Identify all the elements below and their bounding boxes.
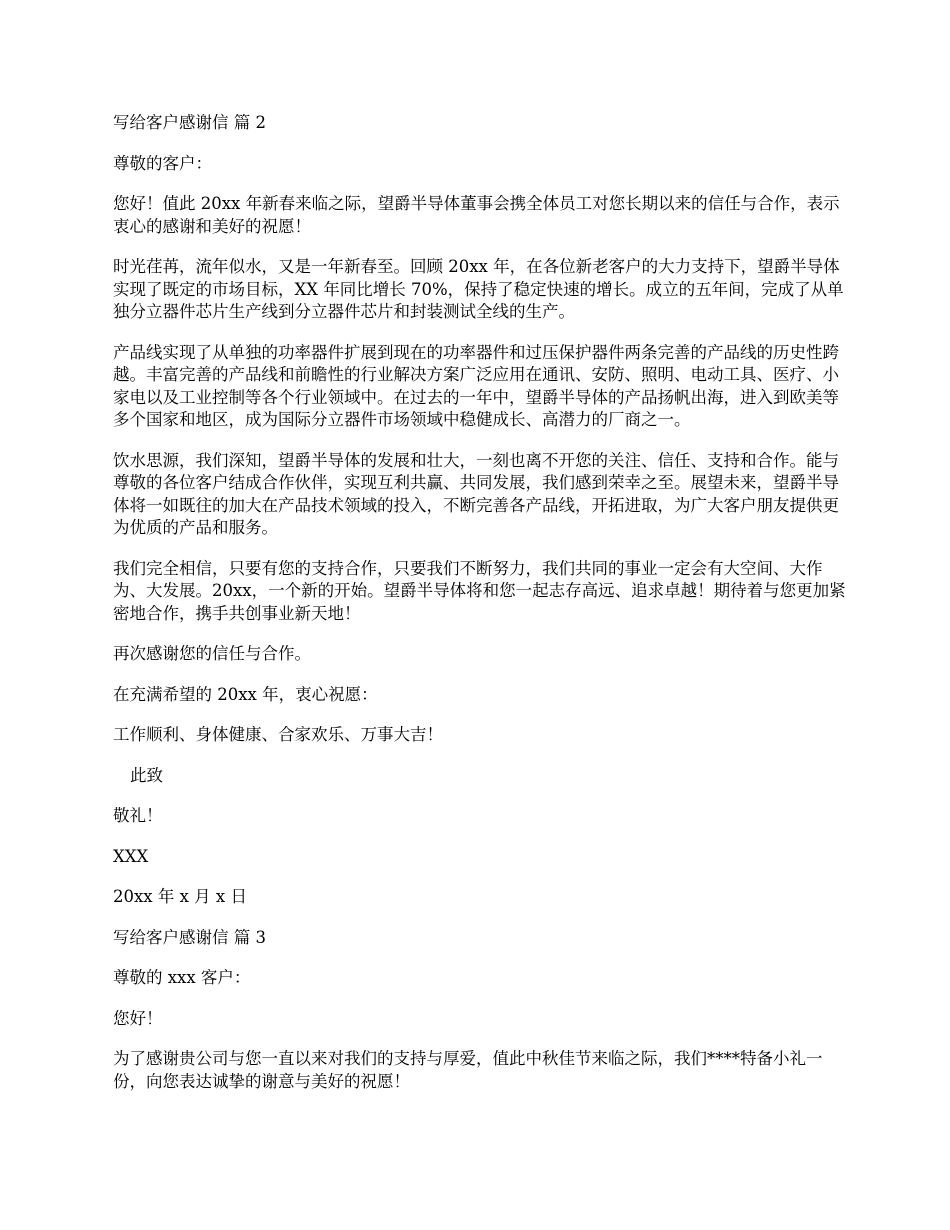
greeting-3: 您好！ xyxy=(113,1008,163,1028)
paragraph-review: 时光荏苒，流年似水，又是一年新春至。回顾 20xx 年，在各位新老客户的大力支持下，望爵半导体实现了既定的市场目标，XX 年同比增长 70%，保持了稳定快速的增长。成立的五年间，完成了从单独分立器件芯片生产线到分立器件芯片和封装测试全线的生产。 xyxy=(113,257,844,321)
paragraph-wishes: 工作顺利、身体健康、合家欢乐、万事大吉！ xyxy=(113,725,443,744)
salutation-3: 尊敬的 xxx 客户： xyxy=(113,968,251,987)
paragraph-greeting: 您好！值此 20xx 年新春来临之际，望爵半导体董事会携全体员工对您长期以来的信任与合作，表示衷心的感谢和美好的祝愿！ xyxy=(113,194,840,236)
paragraph-outlook: 我们完全相信，只要有您的支持合作，只要我们不断努力，我们共同的事业一定会有大空间、大作为、大发展。20xx，一个新的开始。望爵半导体将和您一起志存高远、追求卓越！期待着与您更加紧密地合作，携手共创事业新天地！ xyxy=(113,558,846,623)
paragraph-thanks-again: 再次感谢您的信任与合作。 xyxy=(113,644,311,663)
paragraph-gratitude: 饮水思源，我们深知，望爵半导体的发展和壮大，一刻也离不开您的关注、信任、支持和合作。能与尊敬的各位客户结成合作伙伴，实现互利共赢、共同发展，我们感到荣幸之至。展望未来，望爵半导体将一如既往的加大在产品技术领域的投入，不断完善各产品线，开拓进取，为广大客户朋友提供更为优质的产品和服务。 xyxy=(113,450,839,537)
salutation: 尊敬的客户： xyxy=(113,153,212,173)
section-title-2: 写给客户感谢信 篇 2 xyxy=(113,113,266,132)
paragraph-wishes-intro: 在充满希望的 20xx 年，衷心祝愿： xyxy=(113,684,378,704)
closing-salute: 敬礼！ xyxy=(113,806,163,825)
section-title-3: 写给客户感谢信 篇 3 xyxy=(113,927,266,947)
document-page xyxy=(113,112,853,1111)
date-line: 20xx 年 x 月 x 日 xyxy=(113,887,247,906)
signature: XXX xyxy=(113,846,149,866)
paragraph-product-line: 产品线实现了从单独的功率器件扩展到现在的功率器件和过压保护器件两条完善的产品线的历史性跨越。丰富完善的产品线和前瞻性的行业解决方案广泛应用在通讯、安防、照明、电动工具、医疗、小家电以及工业控制等各个行业领域中。在过去的一年中，望爵半导体的产品扬帆出海，进入到欧美等多个国家和地区，成为国际分立器件市场领域中稳健成长、高潜力的厂商之一。 xyxy=(113,342,839,429)
paragraph-mid-autumn: 为了感谢贵公司与您一直以来对我们的支持与厚爱，值此中秋佳节来临之际，我们****特备小礼一份，向您表达诚挚的谢意与美好的祝愿！ xyxy=(113,1049,823,1091)
closing-phrase: 此致 xyxy=(130,765,163,785)
